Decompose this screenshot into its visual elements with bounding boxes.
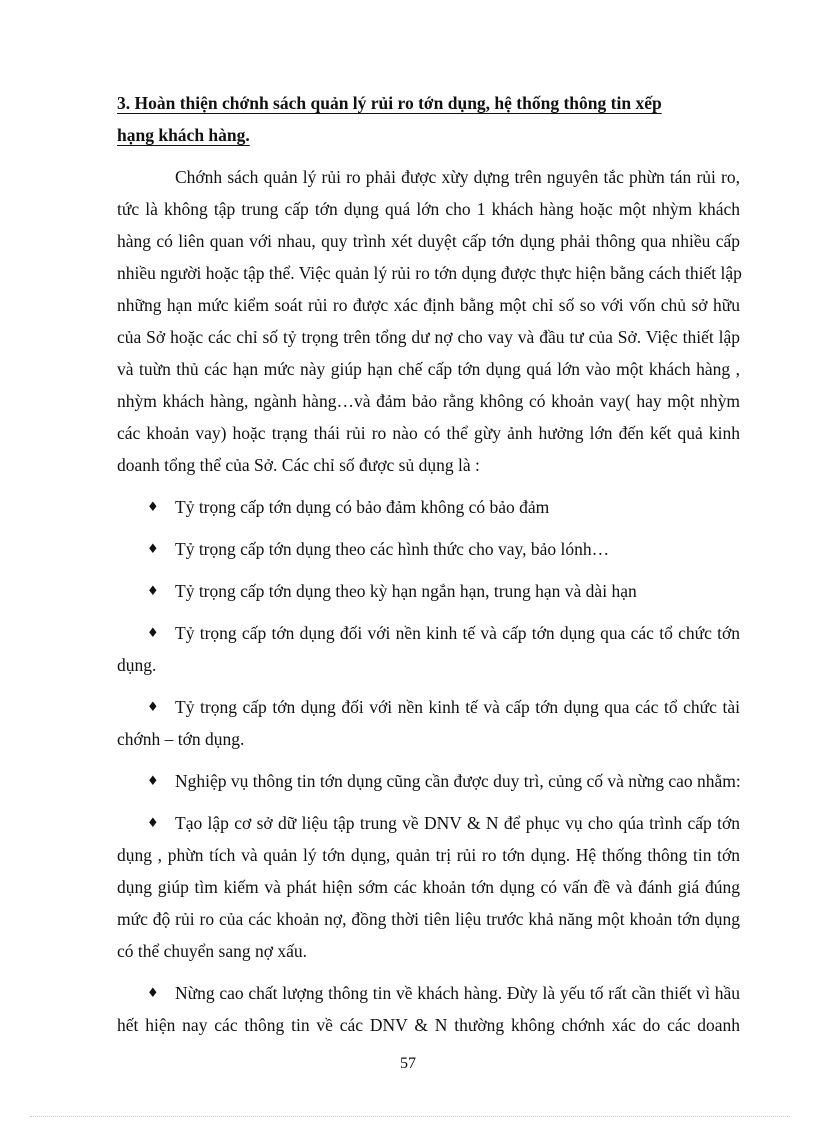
bullet-continuation: hết hiện nay các thông tin về các DNV & N thường không chớnh xác do các doanh — [117, 1015, 740, 1035]
bullet-text: Nghiệp vụ thông tin tớn dụng cũng cần được duy trì, củng cố và nừng cao nhằm: — [175, 771, 741, 791]
paragraph-line: nhiều người hoặc tập thể. Việc quản lý rủi ro tớn dụng được thực hiện bằng cách thiết lập — [117, 263, 742, 283]
diamond-bullet-icon: ♦ — [147, 700, 159, 715]
bullet-item — [147, 622, 740, 646]
bullet-item — [147, 812, 740, 836]
bullet-text: Tạo lập cơ sở dữ liệu tập trung về DNV & N để phục vụ cho qúa trình cấp tớn — [175, 813, 740, 833]
bullet-item — [147, 982, 740, 1006]
bullet-continuation: dụng giúp tìm kiếm và phát hiện sớm các khoản tớn dụng có vấn đề và đánh giá đúng — [117, 877, 740, 897]
bullet-continuation: dụng , phừn tích và quản lý tớn dụng, quản trị rủi ro tớn dụng. Hệ thống thông tin tớn — [117, 845, 740, 865]
section-heading-line-1: 3. Hoàn thiện chớnh sách quản lý rủi ro tớn dụng, hệ thống thông tin xếp — [117, 93, 662, 113]
section-heading-line-2: hạng khách hàng. — [117, 125, 250, 145]
bullet-text: Tỷ trọng cấp tớn dụng đối với nền kinh tế và cấp tớn dụng qua các tổ chức tài — [175, 697, 740, 717]
section-heading — [117, 87, 727, 151]
paragraph-line: hàng có liên quan với nhau, quy trình xét duyệt cấp tớn dụng phải thông qua nhiều cấp — [117, 231, 740, 251]
bullet-item — [147, 696, 740, 720]
diamond-bullet-icon: ♦ — [147, 584, 159, 599]
diamond-bullet-icon: ♦ — [147, 774, 159, 789]
paragraph-line: và tuừn thủ các hạn mức này giúp hạn chế cấp tớn dụng quá lớn vào một khách hàng , — [117, 359, 740, 379]
paragraph-line: nhỳm khách hàng, ngành hàng…và đảm bảo rằng không có khoản vay( hay một nhỳm — [117, 391, 740, 411]
diamond-bullet-icon: ♦ — [147, 986, 159, 1001]
bullet-item — [147, 580, 740, 604]
paragraph-line: những hạn mức kiểm soát rủi ro được xác định bằng một chỉ số so với vốn chủ sở hữu — [117, 295, 740, 315]
bullet-continuation: có thể chuyển sang nợ xấu. — [117, 941, 308, 961]
diamond-bullet-icon: ♦ — [147, 626, 159, 641]
bullet-item — [147, 496, 740, 520]
bullet-text: Tỷ trọng cấp tớn dụng đối với nền kinh tế và cấp tớn dụng qua các tổ chức tớn — [175, 623, 740, 643]
bullet-item — [147, 770, 740, 794]
bullet-continuation: chớnh – tớn dụng. — [117, 729, 245, 749]
paragraph-line: các khoản vay) hoặc trạng thái rủi ro nào có thể gừy ảnh hưởng lớn đến kết quả kinh — [117, 423, 740, 443]
bullet-continuation: mức độ rủi ro của các khoản nợ, đồng thời tiên liệu trước khả năng một khoản tớn dụng — [117, 909, 740, 929]
bullet-text: Tỷ trọng cấp tớn dụng có bảo đảm không có bảo đảm — [175, 497, 550, 517]
bullet-text: Nừng cao chất lượng thông tin về khách hàng. Đừy là yếu tố rất cần thiết vì hầu — [175, 983, 740, 1003]
bullet-continuation: dụng. — [117, 655, 157, 675]
bullet-item — [147, 538, 740, 562]
diamond-bullet-icon: ♦ — [147, 816, 159, 831]
diamond-bullet-icon: ♦ — [147, 542, 159, 557]
paragraph-line: Chớnh sách quản lý rủi ro phải được xừy dựng trên nguyên tắc phừn tán rủi ro, — [175, 167, 740, 187]
diamond-bullet-icon: ♦ — [147, 500, 159, 515]
bullet-text: Tỷ trọng cấp tớn dụng theo các hình thức cho vay, bảo lónh… — [175, 539, 610, 559]
paragraph-line: tức là không tập trung cấp tớn dụng quá lớn cho 1 khách hàng hoặc một nhỳm khách — [117, 199, 740, 219]
paragraph-line: của Sở hoặc các chỉ số tỷ trọng trên tổng dư nợ cho vay và đầu tư của Sở. Việc thiết lập — [117, 327, 740, 347]
bullet-text: Tỷ trọng cấp tớn dụng theo kỳ hạn ngắn hạn, trung hạn và dài hạn — [175, 581, 637, 601]
paragraph-line: doanh tổng thể của Sở. Các chỉ số được sủ dụng là : — [117, 455, 480, 475]
page-bottom-divider — [30, 1116, 790, 1117]
page-number: 57 — [400, 1055, 416, 1072]
